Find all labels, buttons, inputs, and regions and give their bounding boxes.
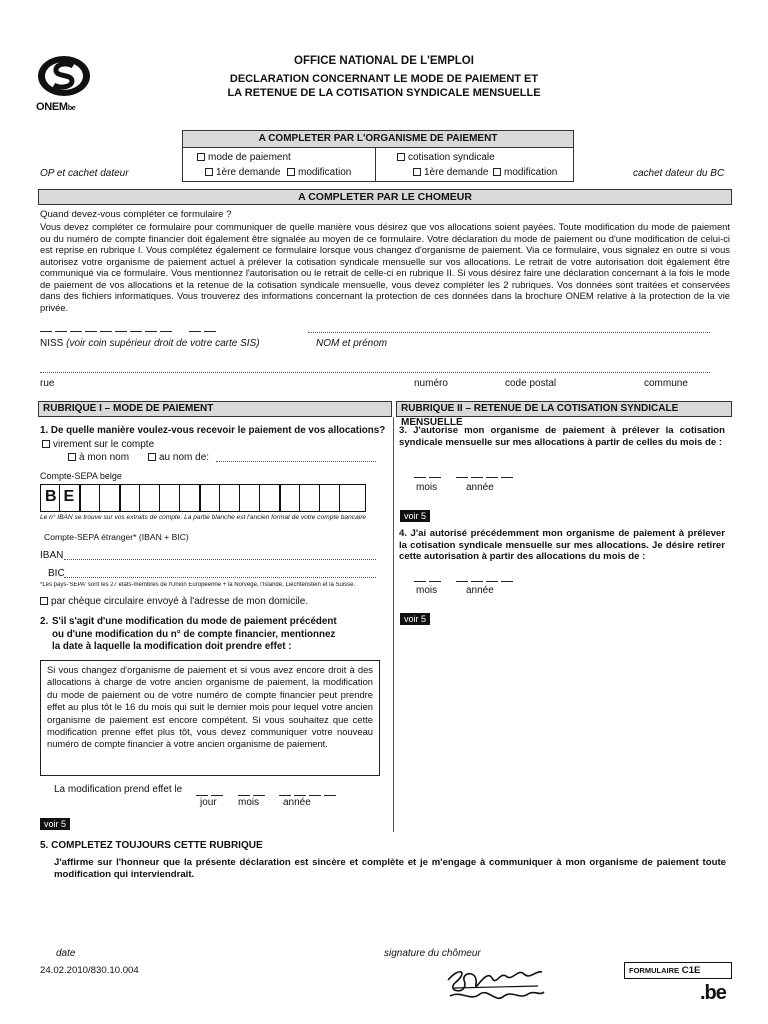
pays-sepa-note: *Les pays-'SEPA' sont les 27 états-membres de l'Union Européenne + la Norvège, l'Islande, Liechtenstein et la Suisse. [40, 582, 356, 588]
checkbox-icon[interactable] [68, 453, 76, 461]
cotisation-premiere-demande[interactable]: 1ère demande [413, 167, 489, 178]
checkbox-icon[interactable] [40, 597, 48, 605]
checkbox-icon[interactable] [493, 168, 501, 176]
modification-date-field[interactable] [196, 790, 339, 801]
address-field[interactable] [40, 365, 710, 373]
form-title-line2: LA RETENUE DE LA COTISATION SYNDICALE MENSUELLE [227, 87, 541, 99]
jour-label: jour [200, 797, 217, 808]
logo-text: ONEM [36, 101, 68, 113]
be-logo: .be [700, 982, 726, 1004]
bic-field[interactable] [64, 569, 376, 578]
niss-label: NISS (voir coin supérieur droit de votre carte SIS) [40, 338, 260, 349]
rubrique2-heading: RUBRIQUE II – RETENUE DE LA COTISATION SYNDICALE MENSUELLE [396, 401, 732, 417]
question-2: S'il s'agit d'une modification du mode de paiement précédent ou d'une modification du n° de compte financier, mentionnez la date à laquelle la modification doit prendre effet : [52, 616, 337, 652]
checkbox-icon[interactable] [205, 168, 213, 176]
form-reference: 24.02.2010/830.10.004 [40, 965, 139, 976]
info-box [40, 660, 380, 776]
voir5-badge-rubrique1: voir 5 [40, 818, 70, 830]
compte-belge-label: Compte-SEPA belge [40, 471, 122, 481]
numero-label: numéro [414, 378, 448, 389]
commune-label: commune [644, 378, 688, 389]
annee-label: année [283, 797, 311, 808]
chomeur-heading: A COMPLETER PAR LE CHOMEUR [38, 189, 732, 205]
question-1: 1. De quelle manière voulez-vous recevoir le paiement de vos allocations? [40, 425, 386, 436]
section5-heading: 5. COMPLETEZ TOUJOURS CETTE RUBRIQUE [40, 840, 263, 851]
info-box-text: Si vous changez d'organisme de paiement et si vous avez encore droit à des allocations à charge de votre ancien organisme de paiement, la modification du mode de paiement ou de votre numéro de compte financier peut prendre effet au plus tôt le 16 du mois qui suit le dernier mois pour lequel votre ancien organisme de paiement est encore compétent. Si vous souhaitez que cette modification prenne effet plus tôt, vous devez communiquer votre nouveau numéro de compte financier à votre ancien organisme de paiement. [47, 664, 373, 750]
logo-suffix: be [67, 105, 76, 112]
formulaire-code: C1E [681, 965, 701, 976]
voir5-badge-q3: voir 5 [400, 510, 430, 522]
organisme-heading: A COMPLETER PAR L'ORGANISME DE PAIEMENT [182, 130, 574, 148]
onem-logo-icon [36, 54, 92, 98]
au-nom-de-field[interactable] [216, 453, 376, 462]
voir5-badge-q4: voir 5 [400, 613, 430, 625]
cheque-option[interactable]: par chèque circulaire envoyé à l'adresse de mon domicile. [40, 596, 308, 607]
niss-field[interactable] [40, 326, 219, 337]
date-label: date [56, 948, 76, 959]
checkbox-icon[interactable] [397, 153, 405, 161]
checkbox-icon[interactable] [197, 153, 205, 161]
checkbox-icon[interactable] [148, 453, 156, 461]
chomeur-question: Quand devez-vous compléter ce formulaire ? [40, 209, 232, 220]
nom-field[interactable] [308, 325, 710, 333]
organisme-box [182, 147, 574, 182]
rubrique-divider [393, 417, 394, 832]
iban-belge-field[interactable] [40, 484, 366, 512]
nom-label: NOM et prénom [316, 338, 388, 349]
mois-label: mois [238, 797, 260, 808]
cotisation-option[interactable]: cotisation syndicale [397, 152, 495, 163]
formulaire-label: FORMULAIRE [629, 966, 679, 975]
virement-option[interactable]: virement sur le compte [42, 439, 154, 450]
q3-mois-label: mois [416, 482, 438, 493]
question-4: 4. J'ai autorisé précédemment mon organisme de paiement à prélever la cotisation syndicale mensuelle sur mes allocations. Je désire retirer cette autorisation à partir des allocations du mois de : [399, 528, 725, 562]
iban-etranger-field[interactable] [64, 551, 376, 560]
signature-scribble [440, 960, 550, 1008]
checkbox-icon[interactable] [287, 168, 295, 176]
onem-logo [36, 54, 92, 112]
signature-label: signature du chômeur [384, 948, 481, 959]
compte-etranger-label: Compte-SEPA étranger* (IBAN + BIC) [44, 532, 189, 542]
mode-paiement-option[interactable]: mode de paiement [197, 152, 291, 163]
question-3: 3. J'autorise mon organisme de paiement à prélever la cotisation syndicale mensuelle sur mes allocations à partir de celles du mois de : [399, 425, 725, 448]
bc-cachet-label: cachet dateur du BC [633, 168, 725, 179]
bic-label: BIC [48, 568, 65, 579]
au-nom-de-option[interactable]: au nom de: [148, 452, 209, 463]
a-mon-nom-option[interactable]: à mon nom [68, 452, 129, 463]
mode-premiere-demande[interactable]: 1ère demande [205, 167, 281, 178]
chomeur-intro: Vous devez compléter ce formulaire pour communiquer de quelle manière vous désirez que vos allocations soient payées. Toute modification du mode de paiement ou du numéro de compte financier doit également être signalée au moyen de ce formulaire. Votre déclaration du mode de paiement ou d'une modification de celui-ci est reprise en rubrique I. Vous complétez également ce formulaire lorsque vous changez d'organisme de paiement. Via ce formulaire, vous signalez en outre si vous autorisez votre organisme de paiement actuel à prélever la cotisation syndicale mensuelle sur vos allocations. Le retrait de votre autorisation doit également être communiqué via ce formulaire. Vous mentionnez l'autorisation ou le retrait de celle-ci en rubrique II. Si vous désirez faire une déclaration concernant à la fois le mode de paiement de vos allocations et la retenue de la cotisation syndicale mensuelle, vous devez compléter les 2 rubriques. Vos données sont traitées et conservées dans des fichiers informatiques. Vous trouverez des informations concernant la protection de ces données dans la brochure ONEM relative à la protection de la vie privée. [40, 221, 730, 313]
code-postal-label: code postal [505, 378, 557, 389]
q4-mois-label: mois [416, 585, 438, 596]
formulaire-box [624, 962, 732, 979]
rubrique1-heading: RUBRIQUE I – MODE DE PAIEMENT [38, 401, 392, 417]
office-title: OFFICE NATIONAL DE L'EMPLOI [294, 55, 474, 67]
mode-modification[interactable]: modification [287, 167, 351, 178]
iban-note: Le n° IBAN se trouve sur vos extraits de compte. La partie blanche est l'ancien format de votre compte bancaire [40, 514, 367, 521]
checkbox-icon[interactable] [413, 168, 421, 176]
rue-label: rue [40, 378, 55, 389]
cotisation-modification[interactable]: modification [493, 167, 557, 178]
be-prefix: BE [45, 488, 82, 505]
modification-date-label: La modification prend effet le [54, 784, 183, 795]
section5-text: J'affirme sur l'honneur que la présente déclaration est sincère et complète et je m'engage à communiquer à mon organisme de paiement toute modification qui interviendrait. [54, 857, 726, 880]
iban-label: IBAN [40, 550, 64, 561]
checkbox-icon[interactable] [42, 440, 50, 448]
question-2-number: 2. [40, 616, 49, 627]
q3-annee-label: année [466, 482, 494, 493]
op-cachet-label: OP et cachet dateur [40, 168, 129, 179]
form-title-line1: DECLARATION CONCERNANT LE MODE DE PAIEMENT ET [229, 73, 539, 85]
q4-annee-label: année [466, 585, 494, 596]
